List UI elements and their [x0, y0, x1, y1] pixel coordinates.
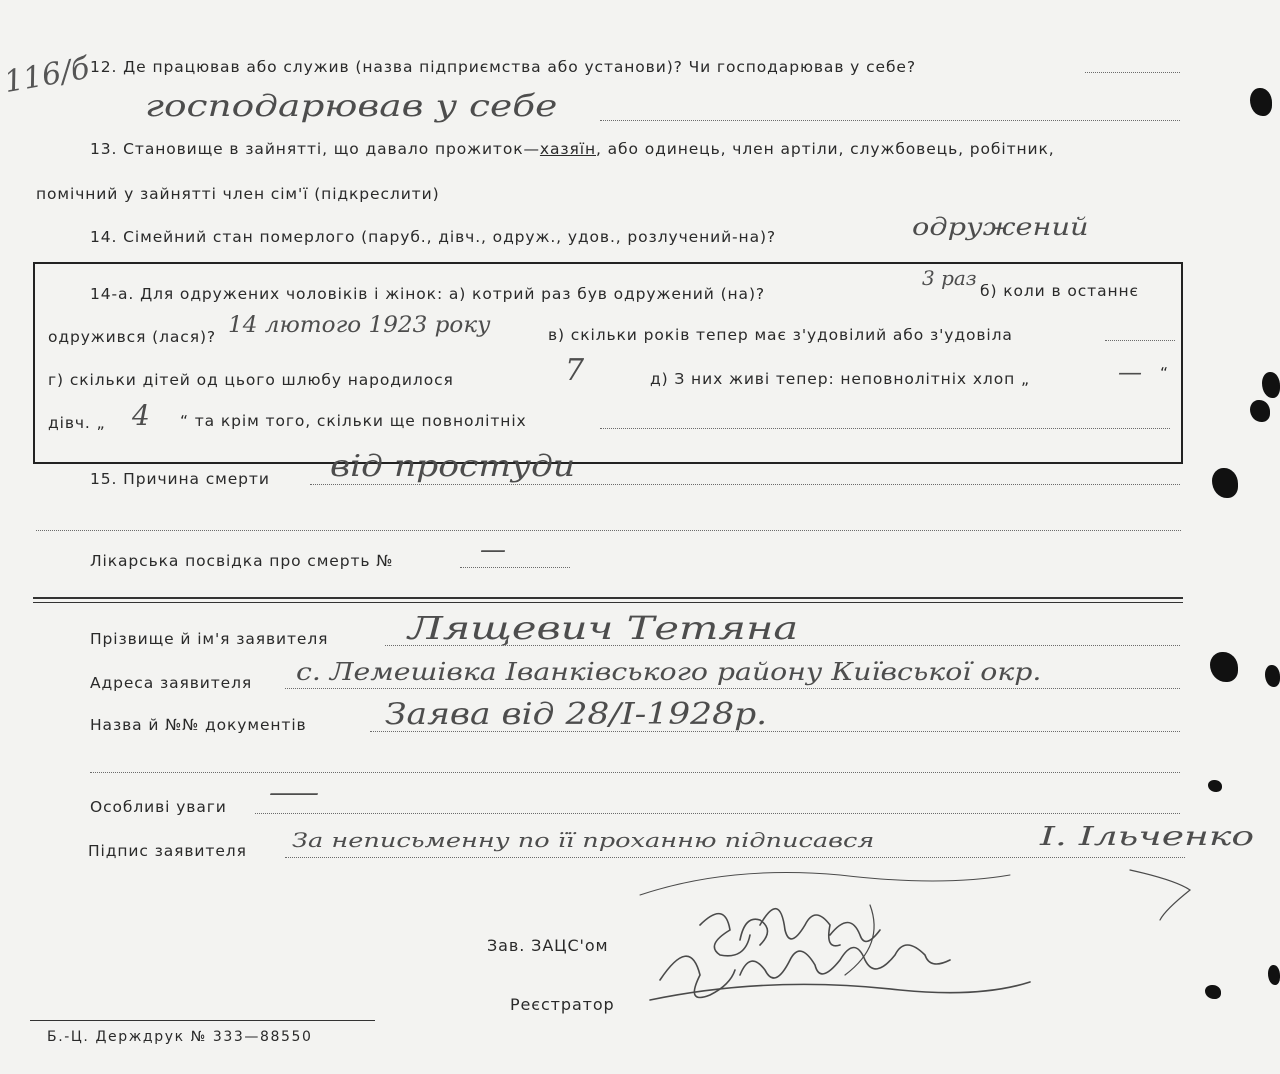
- q14a-line3-b: д) З них живі тепер: неповнолітніх хлоп „: [650, 370, 1030, 388]
- q14a-line1-a: 14-а. Для одружених чоловіків і жінок: а) котрий раз був одружений (на)?: [90, 285, 766, 303]
- applicant-notes-label: Особливі уваги: [90, 798, 227, 816]
- q14a-g-answer: 7: [565, 353, 585, 388]
- q12-answer: господарював у себе: [145, 89, 558, 124]
- applicant-name-value: Лящевич Тетяна: [408, 609, 799, 647]
- applicant-signature-value: За неписьменну по її проханню підписався: [292, 828, 875, 852]
- applicant-name-label: Прізвище й ім'я заявителя: [90, 630, 329, 648]
- printer-info: Б.-Ц. Держдрук № 333—88550: [47, 1029, 313, 1045]
- q13-line1-prefix: 13. Становище в зайнятті, що давало прожиток—: [90, 140, 540, 158]
- q14-answer: одружений: [912, 213, 1089, 241]
- applicant-docs-value: Заява від 28/I-1928р.: [385, 697, 768, 732]
- q14a-line1-b: б) коли в останнє: [980, 282, 1139, 300]
- q15-label: 15. Причина смерти: [90, 470, 270, 488]
- punch-hole: [1262, 372, 1280, 398]
- punch-hole: [1268, 965, 1280, 985]
- q14a-line4-b: “ та крім того, скільки ще повнолітніх: [180, 412, 527, 430]
- q14a-line4-a: дівч. „: [48, 414, 106, 432]
- certificate-answer: —: [480, 535, 506, 565]
- applicant-signature-name: І. Ільченко: [1040, 822, 1255, 852]
- q15-answer: від простуди: [330, 449, 576, 484]
- q14a-line2-b: в) скільки років тепер має з'удовілий або з'удовіла: [548, 326, 1013, 344]
- punch-hole: [1208, 780, 1222, 792]
- applicant-address-value: с. Лемешівка Іванківського району Київської окр.: [296, 658, 1042, 686]
- q13-line1-suffix: , або одинець, член артіли, службовець, робітник,: [596, 140, 1055, 158]
- registrar-label: Реєстратор: [510, 995, 615, 1014]
- punch-hole: [1250, 400, 1270, 422]
- applicant-docs-label: Назва й №№ документів: [90, 716, 307, 734]
- q14-label: 14. Сімейний стан померлого (паруб., дівч., одруж., удов., розлучений-на)?: [90, 228, 777, 246]
- punch-hole: [1205, 985, 1221, 999]
- margin-note: 116/б: [1, 50, 93, 101]
- q14a-a-answer: 3 раз: [922, 266, 977, 290]
- punch-hole: [1212, 468, 1238, 498]
- q12-label: 12. Де працював або служив (назва підприємства або установи)? Чи господарював у себе?: [90, 58, 916, 76]
- q13-line2: помічний у зайнятті член сім'ї (підкреслити): [36, 185, 440, 203]
- applicant-address-label: Адреса заявителя: [90, 674, 253, 692]
- certificate-label: Лікарська посвідка про смерть №: [90, 552, 394, 570]
- q13-underlined-choice: хазяїн: [539, 140, 596, 158]
- q14a-boys-answer: —: [1118, 358, 1142, 386]
- q14a-line3-a: г) скільки дітей од цього шлюбу народилося: [48, 371, 454, 389]
- punch-hole: [1265, 665, 1280, 687]
- printer-rule: [30, 1020, 375, 1021]
- q14a-line2-a: одружився (лася)?: [48, 328, 217, 346]
- q14a-b-answer: 14 лютого 1923 року: [228, 313, 491, 338]
- head-label: Зав. ЗАЦС'ом: [487, 936, 609, 955]
- applicant-notes-value: —: [268, 778, 320, 808]
- q14a-line3-c: “: [1160, 364, 1169, 382]
- punch-hole: [1250, 88, 1272, 116]
- q14a-girls-answer: 4: [132, 399, 150, 432]
- applicant-signature-label: Підпис заявителя: [88, 842, 247, 860]
